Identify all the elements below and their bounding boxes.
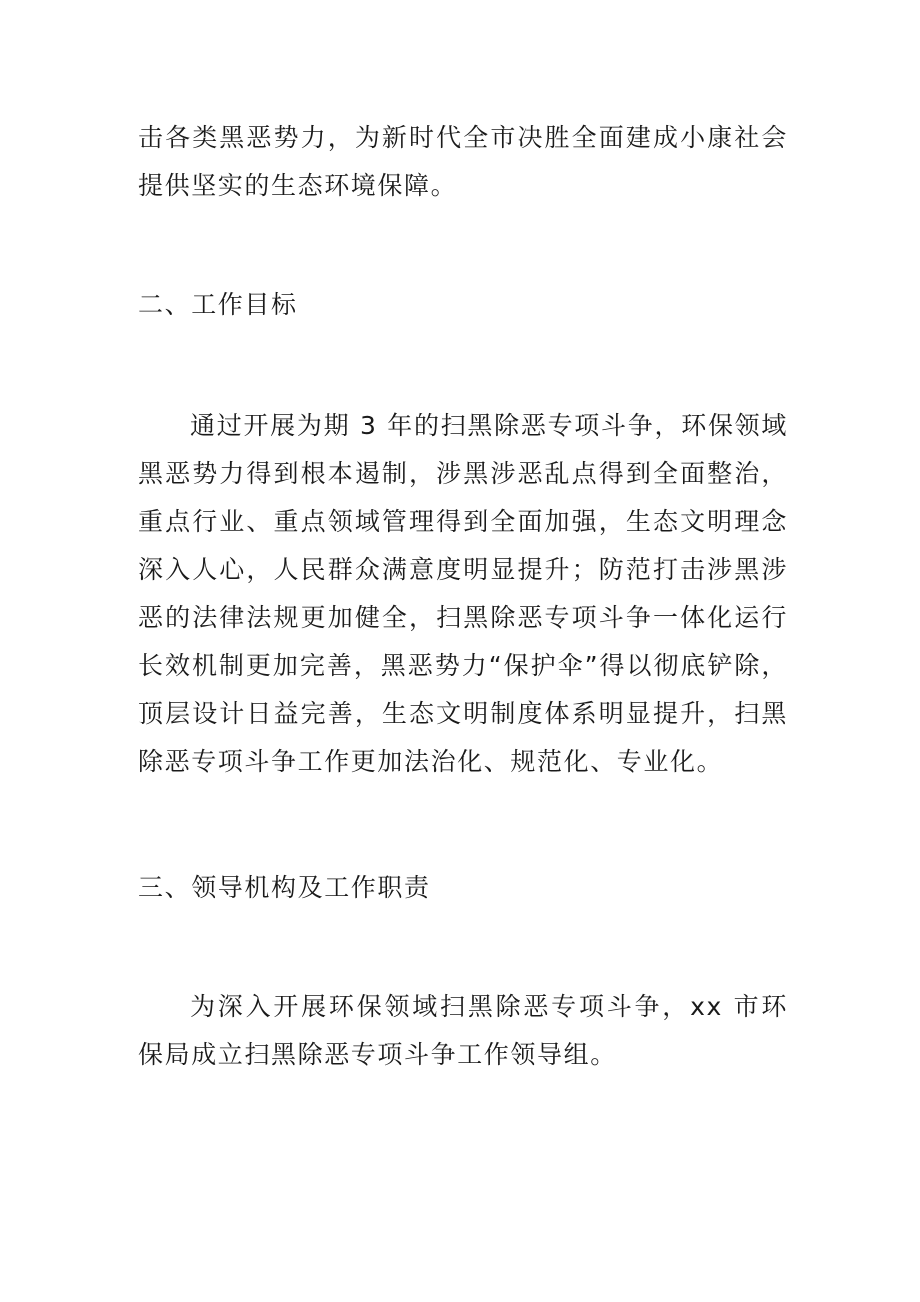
section-heading-work-goals: 二、工作目标 [138, 290, 298, 319]
paragraph-leadership: 为深入开展环保领域扫黑除恶专项斗争，xx 市环保局成立扫黑除恶专项斗争工作领导组。 [138, 992, 788, 1069]
section-heading-leadership: 三、领导机构及工作职责 [138, 873, 431, 902]
paragraph-continuation: 击各类黑恶势力，为新时代全市决胜全面建成小康社会提供坚实的生态环境保障。 [138, 123, 788, 200]
paragraph-work-goals: 通过开展为期 3 年的扫黑除恶专项斗争，环保领域黑恶势力得到根本遏制，涉黑涉恶乱点得到全面整治，重点行业、重点领域管理得到全面加强，生态文明理念深入人心，人民群众满意度明显提升；防范打击涉黑涉恶的法律法规更加健全，扫黑除恶专项斗争一体化运行长效机制更加完善，黑恶势力“保护伞”得以彻底铲除，顶层设计日益完善，生态文明制度体系明显提升，扫黑除恶专项斗争工作更加法治化、规范化、专业化。 [138, 411, 788, 776]
